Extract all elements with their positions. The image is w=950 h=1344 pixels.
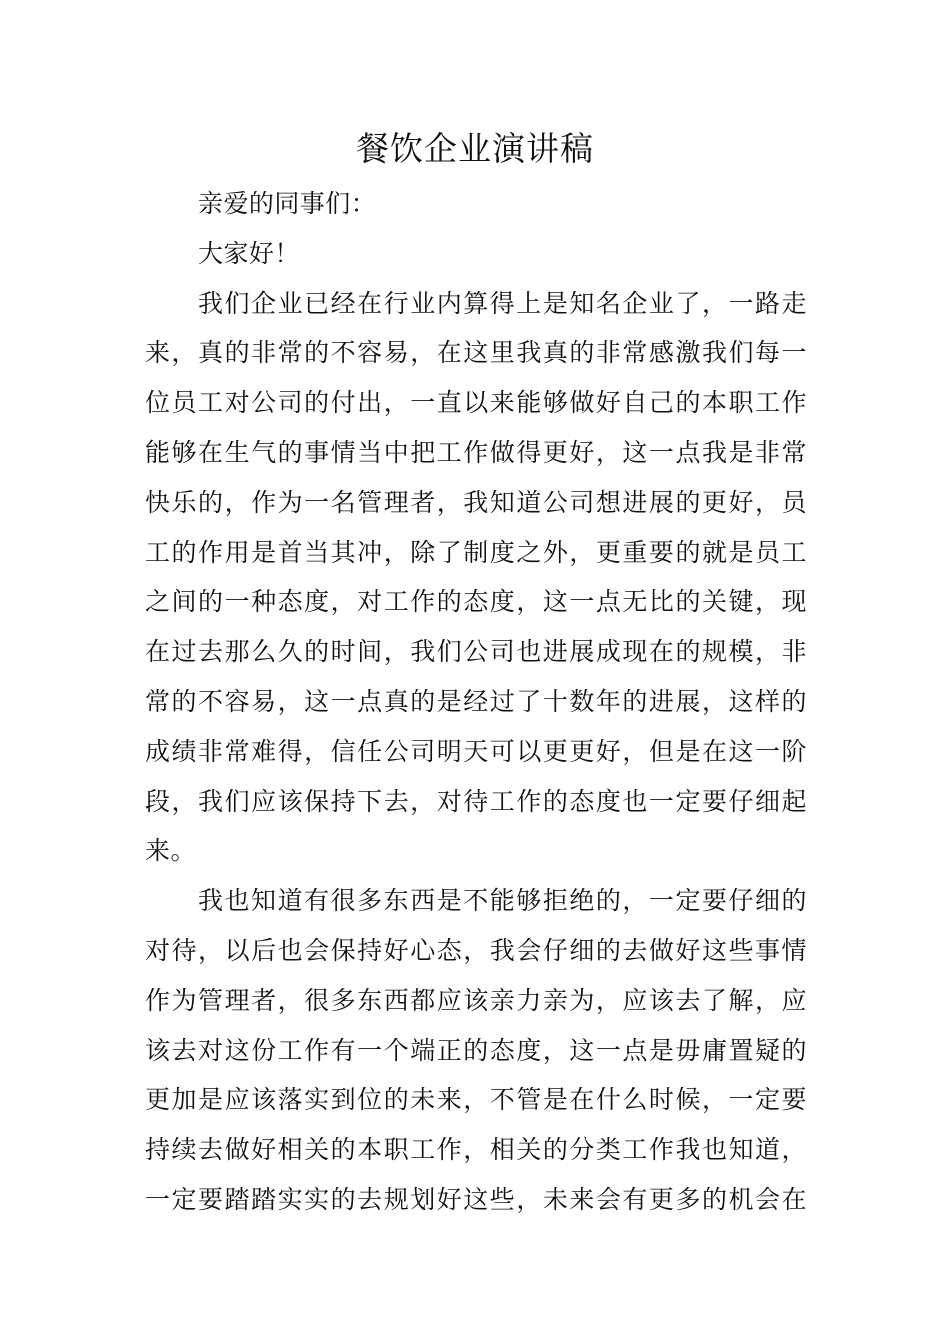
paragraph-line: 之间的一种态度，对工作的态度，这一点无比的关键，现	[145, 587, 807, 617]
paragraph-line: 在过去那么久的时间，我们公司也进展成现在的规模，非	[145, 637, 807, 667]
paragraph-line: 一定要踏踏实实的去规划好这些，未来会有更多的机会在	[145, 1184, 807, 1214]
paragraph-line: 段，我们应该保持下去，对待工作的态度也一定要仔细起	[145, 786, 807, 816]
paragraph-line: 我也知道有很多东西是不能够拒绝的，一定要仔细的	[198, 886, 807, 916]
paragraph-line: 快乐的，作为一名管理者，我知道公司想进展的更好，员	[145, 487, 807, 517]
paragraph-line: 作为管理者，很多东西都应该亲力亲为，应该去了解，应	[145, 985, 807, 1015]
salutation-line: 亲爱的同事们：	[198, 189, 377, 218]
paragraph-line: 能够在生气的事情当中把工作做得更好，这一点我是非常	[145, 437, 807, 467]
paragraph-line: 我们企业已经在行业内算得上是知名企业了，一路走	[198, 288, 807, 318]
paragraph-line: 来。	[145, 836, 196, 866]
paragraph-line: 来，真的非常的不容易，在这里我真的非常感激我们每一	[145, 338, 807, 368]
paragraph-line: 更加是应该落实到位的未来，不管是在什么时候，一定要	[145, 1085, 807, 1115]
greeting-line: 大家好！	[198, 238, 300, 268]
paragraph-line: 该去对这份工作有一个端正的态度，这一点是毋庸置疑的	[145, 1035, 807, 1065]
paragraph-line: 成绩非常难得，信任公司明天可以更更好，但是在这一阶	[145, 736, 807, 766]
document-body	[145, 179, 807, 1225]
paragraph-line: 对待，以后也会保持好心态，我会仔细的去做好这些事情	[145, 935, 807, 965]
paragraph-line: 常的不容易，这一点真的是经过了十数年的进展，这样的	[145, 686, 807, 716]
paragraph-line: 持续去做好相关的本职工作，相关的分类工作我也知道，	[145, 1135, 807, 1165]
paragraph-line: 工的作用是首当其冲，除了制度之外，更重要的就是员工	[145, 537, 807, 567]
paragraph-line: 位员工对公司的付出，一直以来能够做好自己的本职工作	[145, 388, 807, 418]
document-title: 餐饮企业演讲稿	[356, 129, 594, 168]
paragraph-1	[145, 279, 807, 877]
paragraph-2	[145, 876, 807, 1225]
